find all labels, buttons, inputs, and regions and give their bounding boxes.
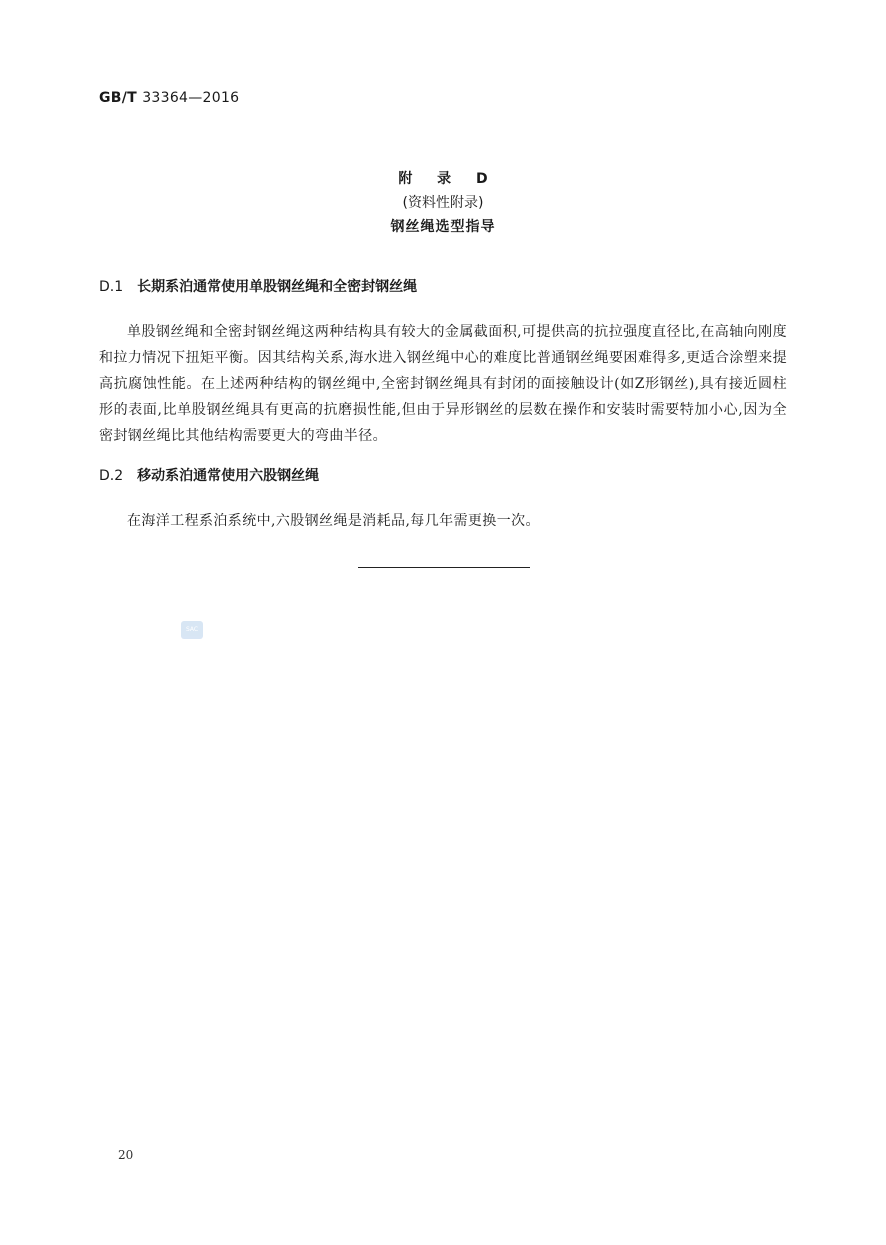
appendix-title: 附 录 D bbox=[398, 171, 498, 187]
appendix-type: (资料性附录) bbox=[402, 195, 484, 211]
watermark-logo: SAC bbox=[181, 621, 203, 639]
section-title: 移动系泊通常使用六股钢丝绳 bbox=[137, 468, 320, 484]
section-title: 长期系泊通常使用单股钢丝绳和全密封钢丝绳 bbox=[137, 279, 418, 295]
appendix-name: 钢丝绳选型指导 bbox=[390, 219, 496, 235]
section-number: D.2 bbox=[99, 468, 124, 484]
section-heading-d1 bbox=[99, 276, 417, 296]
end-rule bbox=[358, 567, 530, 568]
section-body-d1: 单股钢丝绳和全密封钢丝绳这两种结构具有较大的金属截面积,可提供高的抗拉强度直径比,在高轴向刚度和拉力情况下扭矩平衡。因其结构关系,海水进入钢丝绳中心的难度比普通钢丝绳要困难得多,更适合涂塑来提高抗腐蚀性能。在上述两种结构的钢丝绳中,全密封钢丝绳具有封闭的面接触设计(如Z形钢丝),具有接近圆柱形的表面,比单股钢丝绳具有更高的抗磨损性能,但由于异形钢丝的层数在操作和安装时需要特加小心,因为全密封钢丝绳比其他结构需要更大的弯曲半径。 bbox=[99, 324, 787, 444]
section-heading-d2 bbox=[99, 465, 319, 485]
standard-prefix: GB/T bbox=[99, 90, 138, 106]
section-body-d2: 在海洋工程系泊系统中,六股钢丝绳是消耗品,每几年需更换一次。 bbox=[127, 513, 540, 529]
standard-number: 33364—2016 bbox=[142, 90, 240, 106]
page-number: 20 bbox=[118, 1148, 134, 1162]
standard-code bbox=[99, 90, 239, 106]
section-number: D.1 bbox=[99, 279, 124, 295]
